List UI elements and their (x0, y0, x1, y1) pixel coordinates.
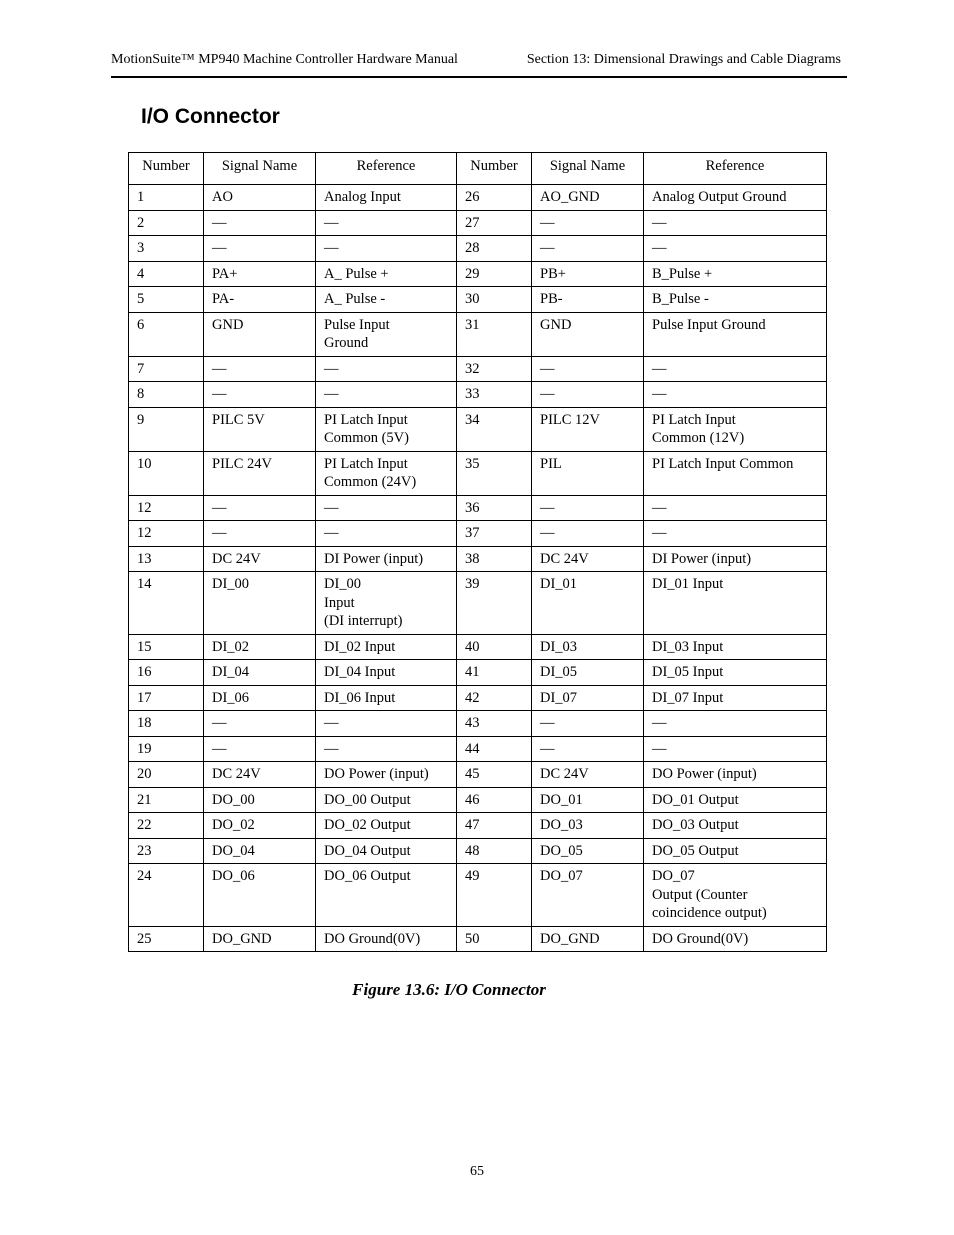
table-cell: — (644, 382, 827, 408)
header-section-title: Section 13: Dimensional Drawings and Cable Diagrams (526, 52, 841, 67)
table-cell: 20 (129, 762, 204, 788)
table-cell: DO_00 Output (316, 787, 457, 813)
table-cell: 45 (457, 762, 532, 788)
table-cell: DO_04 (204, 838, 316, 864)
table-cell: Analog Output Ground (644, 185, 827, 211)
table-cell: 44 (457, 736, 532, 762)
table-cell: 19 (129, 736, 204, 762)
header-manual-title: MotionSuite™ MP940 Machine Controller Hardware Manual (111, 52, 458, 67)
table-cell: Pulse Input Ground (316, 312, 457, 356)
table-row (129, 521, 827, 547)
table-cell: DC 24V (204, 762, 316, 788)
table-cell: DI_06 Input (316, 685, 457, 711)
table-cell: 36 (457, 495, 532, 521)
table-row (129, 634, 827, 660)
table-cell: DO_06 Output (316, 864, 457, 927)
table-cell: 32 (457, 356, 532, 382)
table-cell: — (204, 210, 316, 236)
table-cell: 13 (129, 546, 204, 572)
table-cell: PA- (204, 287, 316, 313)
table-row (129, 926, 827, 952)
table-row (129, 261, 827, 287)
table-cell: PI Latch Input Common (12V) (644, 407, 827, 451)
table-cell: Analog Input (316, 185, 457, 211)
table-cell: PILC 5V (204, 407, 316, 451)
table-cell: 14 (129, 572, 204, 635)
table-cell: DO_00 (204, 787, 316, 813)
table-header-row (129, 153, 827, 185)
table-cell: PB+ (532, 261, 644, 287)
table-row (129, 382, 827, 408)
table-cell: — (316, 521, 457, 547)
table-cell: GND (204, 312, 316, 356)
table-cell: — (644, 495, 827, 521)
table-cell: 25 (129, 926, 204, 952)
table-cell: DI_00 Input (DI interrupt) (316, 572, 457, 635)
table-cell: DO_05 Output (644, 838, 827, 864)
table-cell: AO (204, 185, 316, 211)
table-cell: 40 (457, 634, 532, 660)
table-cell: — (316, 382, 457, 408)
table-cell: DO Ground(0V) (316, 926, 457, 952)
table-body (129, 185, 827, 952)
table-cell: DI_07 Input (644, 685, 827, 711)
table-cell: B_Pulse - (644, 287, 827, 313)
table-row (129, 838, 827, 864)
io-connector-table (128, 152, 827, 952)
table-cell: 5 (129, 287, 204, 313)
table-cell: — (644, 736, 827, 762)
table-cell: 31 (457, 312, 532, 356)
table-row (129, 236, 827, 262)
table-cell: DI_05 Input (644, 660, 827, 686)
table-row (129, 813, 827, 839)
column-header: Number (129, 153, 204, 185)
table-cell: — (316, 495, 457, 521)
table-cell: DI Power (input) (644, 546, 827, 572)
table-cell: PI Latch Input Common (5V) (316, 407, 457, 451)
column-header: Signal Name (204, 153, 316, 185)
table-cell: — (644, 521, 827, 547)
table-cell: — (532, 236, 644, 262)
table-cell: DO_04 Output (316, 838, 457, 864)
table-row (129, 660, 827, 686)
table-cell: 46 (457, 787, 532, 813)
table-cell: A_ Pulse - (316, 287, 457, 313)
table-row (129, 407, 827, 451)
table-cell: DI_03 Input (644, 634, 827, 660)
table-cell: DI Power (input) (316, 546, 457, 572)
table-cell: DI_01 Input (644, 572, 827, 635)
table-cell: PB- (532, 287, 644, 313)
table-cell: 12 (129, 495, 204, 521)
table-cell: — (532, 356, 644, 382)
table-row (129, 356, 827, 382)
table-cell: DC 24V (532, 762, 644, 788)
table-cell: — (532, 210, 644, 236)
table-row (129, 287, 827, 313)
table-cell: 2 (129, 210, 204, 236)
table-cell: 17 (129, 685, 204, 711)
table-row (129, 572, 827, 635)
table-cell: AO_GND (532, 185, 644, 211)
table-cell: 43 (457, 711, 532, 737)
table-cell: — (204, 356, 316, 382)
table-cell: DO Power (input) (644, 762, 827, 788)
table-cell: 28 (457, 236, 532, 262)
table-cell: 1 (129, 185, 204, 211)
table-cell: 12 (129, 521, 204, 547)
table-cell: 23 (129, 838, 204, 864)
table-cell: PA+ (204, 261, 316, 287)
table-cell: B_Pulse + (644, 261, 827, 287)
table-cell: — (532, 736, 644, 762)
table-cell: 8 (129, 382, 204, 408)
table-cell: — (644, 236, 827, 262)
table-cell: PI Latch Input Common (24V) (316, 451, 457, 495)
table-cell: 35 (457, 451, 532, 495)
table-cell: DO_03 Output (644, 813, 827, 839)
table-cell: — (532, 711, 644, 737)
table-cell: — (204, 521, 316, 547)
table-cell: 26 (457, 185, 532, 211)
table-cell: DO Ground(0V) (644, 926, 827, 952)
table-cell: DO_07 (532, 864, 644, 927)
table-cell: — (316, 736, 457, 762)
table-cell: — (532, 521, 644, 547)
table-row (129, 685, 827, 711)
table-cell: PILC 12V (532, 407, 644, 451)
table-cell: 24 (129, 864, 204, 927)
table-cell: 47 (457, 813, 532, 839)
table-cell: DO_03 (532, 813, 644, 839)
table-cell: — (204, 236, 316, 262)
table-cell: DO_05 (532, 838, 644, 864)
table-cell: 3 (129, 236, 204, 262)
table-cell: 4 (129, 261, 204, 287)
table-cell: 29 (457, 261, 532, 287)
table-row (129, 864, 827, 927)
table-cell: 9 (129, 407, 204, 451)
table-cell: — (316, 711, 457, 737)
table-cell: DI_01 (532, 572, 644, 635)
table-cell: 38 (457, 546, 532, 572)
table-cell: DO_02 (204, 813, 316, 839)
table-cell: — (316, 356, 457, 382)
table-cell: 16 (129, 660, 204, 686)
page-header (111, 52, 847, 78)
table-cell: DI_00 (204, 572, 316, 635)
table-cell: — (316, 236, 457, 262)
table-cell: — (204, 736, 316, 762)
table-cell: 39 (457, 572, 532, 635)
table-cell: PIL (532, 451, 644, 495)
table-cell: 37 (457, 521, 532, 547)
table-cell: DI_05 (532, 660, 644, 686)
table-cell: DO Power (input) (316, 762, 457, 788)
table-cell: DO_07 Output (Counter coincidence output) (644, 864, 827, 927)
table-cell: 49 (457, 864, 532, 927)
table-cell: PI Latch Input Common (644, 451, 827, 495)
table-row (129, 495, 827, 521)
table-cell: 42 (457, 685, 532, 711)
table-cell: DI_04 Input (316, 660, 457, 686)
section-title: I/O Connector (141, 105, 280, 128)
column-header: Number (457, 153, 532, 185)
table-cell: 50 (457, 926, 532, 952)
table-row (129, 210, 827, 236)
table-cell: DC 24V (532, 546, 644, 572)
figure-caption: Figure 13.6: I/O Connector (352, 980, 546, 999)
table-row (129, 451, 827, 495)
column-header: Reference (316, 153, 457, 185)
table-cell: DO_GND (204, 926, 316, 952)
table-cell: — (204, 711, 316, 737)
table-cell: DI_04 (204, 660, 316, 686)
table-cell: — (644, 210, 827, 236)
table-cell: DO_02 Output (316, 813, 457, 839)
table-cell: DO_01 Output (644, 787, 827, 813)
table-cell: 6 (129, 312, 204, 356)
table-cell: DI_02 (204, 634, 316, 660)
table-cell: DI_07 (532, 685, 644, 711)
column-header: Reference (644, 153, 827, 185)
table-row (129, 736, 827, 762)
table-cell: DI_02 Input (316, 634, 457, 660)
table-cell: 22 (129, 813, 204, 839)
table-cell: A_ Pulse + (316, 261, 457, 287)
table-cell: — (644, 711, 827, 737)
table-cell: — (644, 356, 827, 382)
table-row (129, 546, 827, 572)
table-cell: DC 24V (204, 546, 316, 572)
table-row (129, 312, 827, 356)
table-cell: 15 (129, 634, 204, 660)
table-cell: — (532, 495, 644, 521)
table-cell: 48 (457, 838, 532, 864)
table-row (129, 185, 827, 211)
table-cell: 21 (129, 787, 204, 813)
page-number: 65 (470, 1164, 484, 1179)
table-cell: DO_GND (532, 926, 644, 952)
table-cell: 27 (457, 210, 532, 236)
table-cell: — (532, 382, 644, 408)
table-cell: — (204, 382, 316, 408)
table-cell: — (316, 210, 457, 236)
table-cell: 41 (457, 660, 532, 686)
table-cell: 30 (457, 287, 532, 313)
table-cell: GND (532, 312, 644, 356)
table-cell: DO_01 (532, 787, 644, 813)
column-header: Signal Name (532, 153, 644, 185)
table-cell: PILC 24V (204, 451, 316, 495)
table-cell: 33 (457, 382, 532, 408)
table-row (129, 711, 827, 737)
table-cell: DI_06 (204, 685, 316, 711)
table-cell: 7 (129, 356, 204, 382)
table-cell: DI_03 (532, 634, 644, 660)
table-cell: Pulse Input Ground (644, 312, 827, 356)
table-cell: — (204, 495, 316, 521)
table-row (129, 787, 827, 813)
table-row (129, 762, 827, 788)
table-cell: 18 (129, 711, 204, 737)
table-cell: 10 (129, 451, 204, 495)
table-cell: DO_06 (204, 864, 316, 927)
table-cell: 34 (457, 407, 532, 451)
